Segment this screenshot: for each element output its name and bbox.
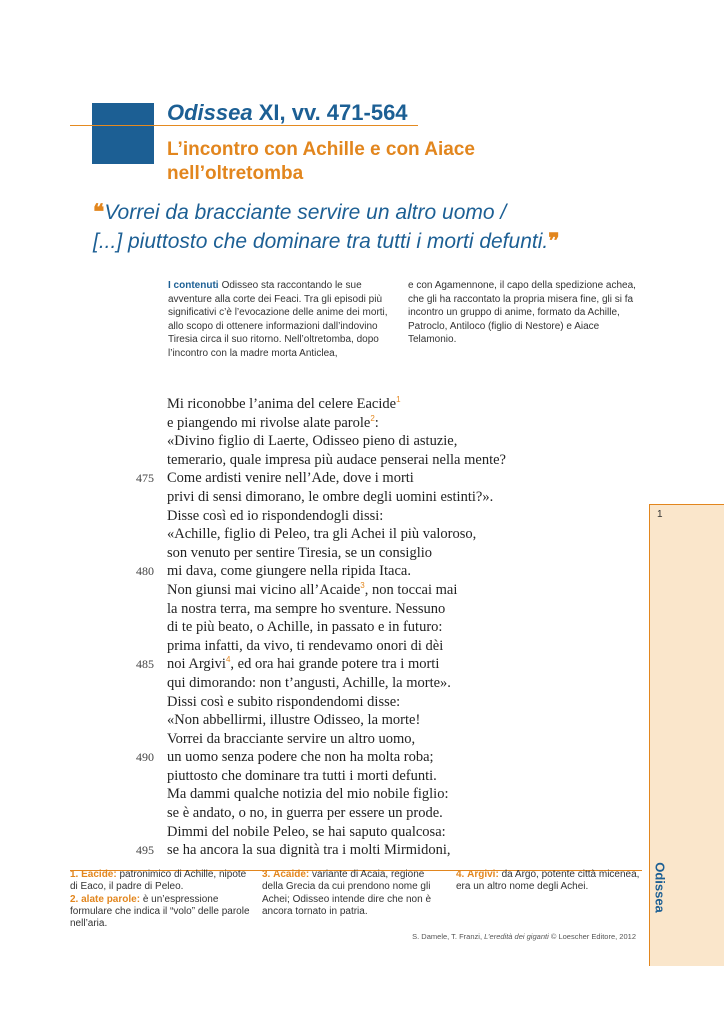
line-number: 475 [136,471,154,486]
poem-line [100,600,560,619]
line-text: piuttosto che dominare tra tutti i morti defunti. [167,767,437,784]
intro-column-2 [408,279,638,347]
line-text: Vorrei da bracciante servire un altro uomo, [167,730,416,747]
footnote-ref[interactable]: 4 [225,655,231,665]
open-quote-mark: ❝ [93,201,105,224]
poem-line [100,562,560,581]
footnote-4: 4. Argivi: da Argo, potente città micenea, era un altro nome degli Achei. [456,869,640,893]
poem-line [100,730,560,749]
intro-column-1 [168,279,398,361]
poem-line [100,655,560,674]
page-subtitle: L’incontro con Achille e con Aiace nell’oltretomba [167,139,475,184]
line-number: 495 [136,843,154,858]
quote-line-1: Vorrei da bracciante servire un altro uomo / [104,201,507,224]
footnotes-column-3 [456,869,641,894]
poem-line [100,581,560,600]
page-title [167,100,408,126]
poem-line [100,618,560,637]
publisher-credit: S. Damele, T. Franzi, L’eredità dei giganti © Loescher Editore, 2012 [412,932,636,941]
poem-text [100,395,560,860]
poem-line [100,804,560,823]
footnote-2: 2. alate parole: è un’espressione formulare che indica il “volo” delle parole nell’aria. [70,893,250,930]
footnote-1: 1. Eacide: patronimico di Achille, nipote di Eaco, il padre di Peleo. [70,869,247,893]
line-text: «Divino figlio di Laerte, Odisseo pieno di astuzie, [167,433,458,450]
footnote-3: 3. Acaide: variante di Acaia, regione della Grecia da cui prendono nome gli Achei; Odisseo intende dire che non è ancora tornato in patria. [262,869,431,917]
line-number: 480 [136,564,154,579]
page-number: 1 [657,509,663,520]
poem-line [100,637,560,656]
poem-line [100,488,560,507]
line-text: «Achille, figlio di Peleo, tra gli Achei il più valoroso, [167,526,477,543]
line-text: noi Argivi$^4$, ed ora hai grande potere tra i morti [167,655,440,673]
poem-line [100,451,560,470]
close-quote-mark: ❞ [548,230,560,253]
line-text: privi di sensi dimorano, le ombre degli uomini estinti?». [167,488,494,505]
line-text: «Non abbellirmi, illustre Odisseo, la morte! [167,712,421,729]
intro-text-1: Odisseo sta raccontando le sue avventure alla corte dei Feaci. Tra gli episodi più significativi c’è l’evocazione delle anime dei morti, allo scopo di ottenere informazioni dall’indovino Tiresia circa il suo ritorno. Nell’oltretomba, dopo l’incontro con la madre morta Anticlea, [168,280,388,359]
section-label: Odissea [652,862,668,913]
poem-line [100,693,560,712]
poem-line [100,823,560,842]
line-text: temerario, quale impresa più audace penserai nella mente? [167,451,506,468]
intro-text-2: e con Agamennone, il capo della spedizione achea, che gli ha raccontato la propria misera fine, gli si fa incontro un gruppo di anime, formato da Achille, Patroclo, Antiloco (figlio di Nestore) e Aiace Telamonio. [408,280,636,346]
line-text: Come ardisti venire nell’Ade, dove i morti [167,470,414,487]
footnotes-column-2 [262,869,447,918]
quote-line-2: [...] piuttosto che dominare tra tutti i morti defunti. [93,230,549,253]
poem-line [100,544,560,563]
line-text: Mi riconobbe l’anima del celere Eacide$^1$ [167,395,401,412]
footnote-ref[interactable]: 1 [396,395,401,405]
line-text: Non giunsi mai vicino all’Acaide$^3$, non toccai mai [167,581,458,598]
line-text: di te più beato, o Achille, in passato e in futuro: [167,619,443,636]
poem-line [100,674,560,693]
line-number: 490 [136,750,154,765]
line-text: qui dimorando: non t’angusti, Achille, la morte». [167,674,451,691]
line-text: la nostra terra, ma sempre ho sventure. Nessuno [167,600,446,617]
line-text: son venuto per sentire Tiresia, se un consiglio [167,544,433,561]
line-text: Disse così ed io rispondendogli dissi: [167,507,384,524]
poem-line [100,525,560,544]
poem-line [100,414,560,433]
header-color-block [92,103,154,164]
line-text: se ha ancora la sua dignità tra i molti Mirmidoni, [167,842,451,859]
poem-line [100,767,560,786]
line-text: un uomo senza podere che non ha molta roba; [167,749,434,766]
footnote-ref[interactable]: 3 [360,581,365,591]
line-text: Ma dammi qualche notizia del mio nobile figlio: [167,786,449,803]
work-title: Odissea [167,100,253,125]
poem-line [100,711,560,730]
line-text: mi dava, come giungere nella ripida Itaca. [167,563,411,580]
footnotes-column-1 [70,869,255,930]
poem-line [100,432,560,451]
poem-line [100,395,560,414]
line-text: Dissi così e subito rispondendomi disse: [167,693,401,710]
line-text: se è andato, o no, in guerra per essere un prode. [167,805,443,822]
line-text: e piangendo mi rivolse alate parole$^2$: [167,413,379,431]
line-number: 485 [136,657,154,672]
line-text: prima infatti, da vivo, ti rendevamo onori di dèi [167,637,444,654]
verse-reference: XI, vv. 471-564 [252,100,408,125]
poem-line [100,785,560,804]
poem-line [100,748,560,767]
epigraph-quote [93,198,623,256]
footnote-ref[interactable]: 2 [370,413,375,423]
poem-line [100,507,560,526]
poem-line [100,469,560,488]
line-text: Dimmi del nobile Peleo, se hai saputo qualcosa: [167,823,446,840]
side-band-rule [649,504,724,505]
intro-lead: I contenuti [168,280,219,291]
poem-line [100,841,560,860]
